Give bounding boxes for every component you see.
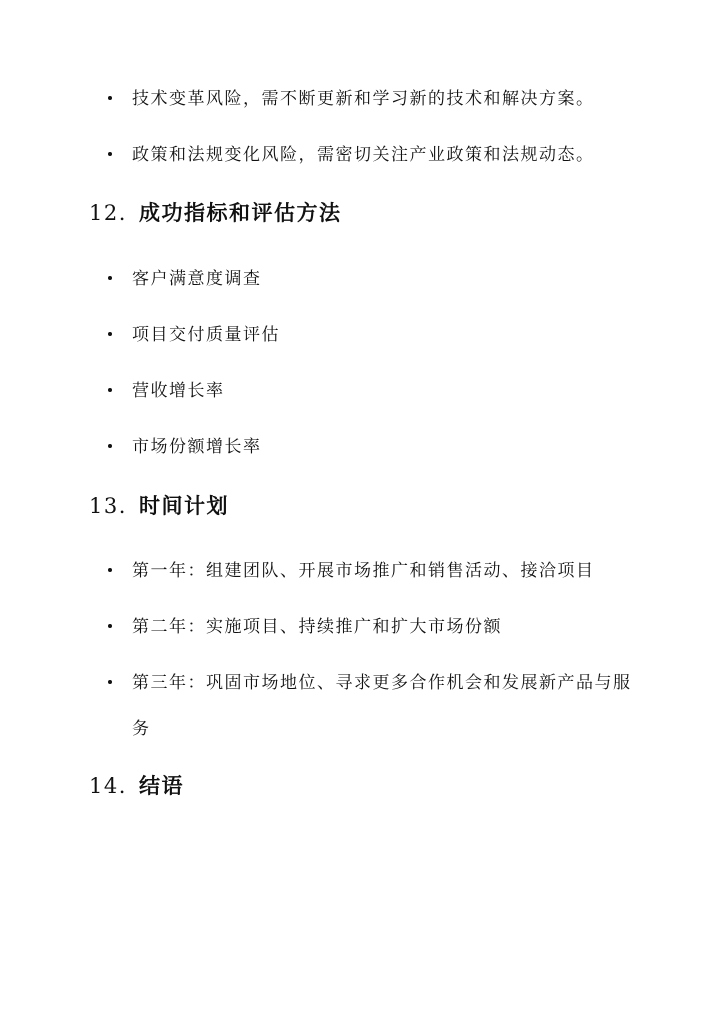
- list-item: [108, 368, 648, 414]
- list-item: [108, 76, 648, 122]
- list-item-text: 技术变革风险，需不断更新和学习新的技术和解决方案。: [132, 89, 595, 109]
- list-item-text: 营收增长率: [132, 381, 225, 401]
- list-item-text: 市场份额增长率: [132, 437, 262, 457]
- section-number: 12.: [89, 201, 127, 225]
- section-number: 13.: [89, 494, 127, 518]
- bullet-icon: [108, 276, 112, 280]
- bullet-icon: [108, 332, 112, 336]
- section-heading: [89, 491, 229, 521]
- list-item: [108, 424, 648, 470]
- section-heading: [89, 771, 184, 801]
- bullet-icon: [108, 568, 112, 572]
- section-heading: [89, 198, 342, 228]
- list-item: [108, 132, 648, 178]
- bullet-icon: [108, 388, 112, 392]
- section-title: 成功指标和评估方法: [139, 200, 342, 225]
- section-title: 时间计划: [139, 493, 229, 518]
- bullet-icon: [108, 152, 112, 156]
- list-item-text: 第二年：实施项目、持续推广和扩大市场份额: [132, 617, 502, 637]
- list-item: [108, 312, 648, 358]
- list-item-text: 第一年：组建团队、开展市场推广和销售活动、接洽项目: [132, 561, 595, 581]
- list-item-text: 项目交付质量评估: [132, 325, 280, 345]
- bullet-icon: [108, 680, 112, 684]
- list-item-text: 政策和法规变化风险，需密切关注产业政策和法规动态。: [132, 145, 595, 165]
- section-number: 14.: [89, 774, 127, 798]
- list-item: [108, 604, 648, 650]
- list-item: [108, 548, 648, 594]
- bullet-icon: [108, 96, 112, 100]
- list-item-text: 客户满意度调查: [132, 269, 262, 289]
- list-item: [108, 256, 648, 302]
- bullet-icon: [108, 624, 112, 628]
- bullet-icon: [108, 444, 112, 448]
- list-item-text: 第三年：巩固市场地位、寻求更多合作机会和发展新产品与服务: [132, 673, 632, 739]
- list-item: [108, 660, 648, 752]
- section-title: 结语: [139, 773, 184, 798]
